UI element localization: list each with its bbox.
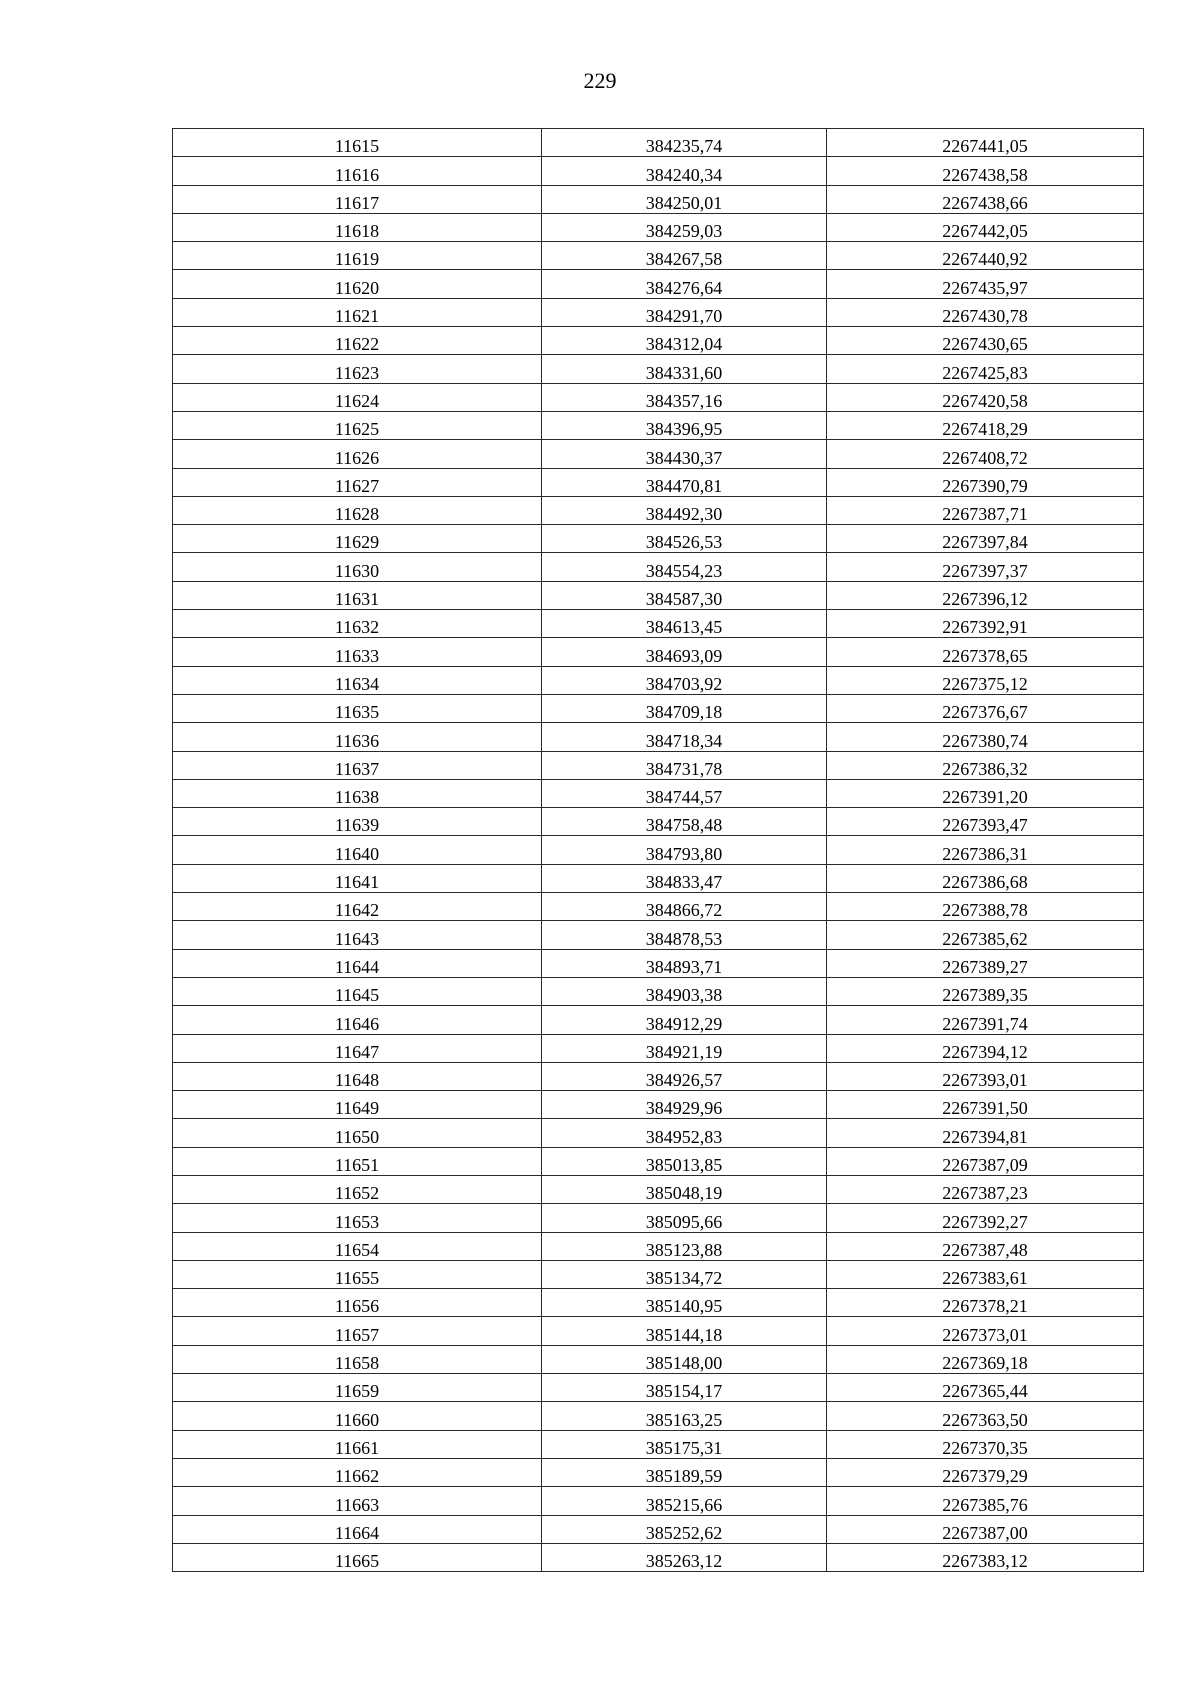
y-coordinate-cell: 2267375,12: [827, 666, 1144, 694]
x-coordinate-cell: 384921,19: [542, 1034, 827, 1062]
point-number-cell: 11624: [173, 383, 542, 411]
x-coordinate-cell: 385144,18: [542, 1317, 827, 1345]
point-number-cell: 11655: [173, 1260, 542, 1288]
point-number-cell: 11662: [173, 1458, 542, 1486]
y-coordinate-cell: 2267396,12: [827, 581, 1144, 609]
table-row: [173, 808, 1144, 836]
table-row: [173, 242, 1144, 270]
y-coordinate-cell: 2267397,84: [827, 525, 1144, 553]
point-number-cell: 11625: [173, 411, 542, 439]
x-coordinate-cell: 385263,12: [542, 1543, 827, 1571]
x-coordinate-cell: 384833,47: [542, 864, 827, 892]
y-coordinate-cell: 2267387,71: [827, 496, 1144, 524]
point-number-cell: 11650: [173, 1119, 542, 1147]
x-coordinate-cell: 384492,30: [542, 496, 827, 524]
point-number-cell: 11665: [173, 1543, 542, 1571]
point-number-cell: 11616: [173, 157, 542, 185]
table-row: [173, 496, 1144, 524]
y-coordinate-cell: 2267365,44: [827, 1374, 1144, 1402]
point-number-cell: 11659: [173, 1374, 542, 1402]
y-coordinate-cell: 2267386,32: [827, 751, 1144, 779]
x-coordinate-cell: 384878,53: [542, 921, 827, 949]
table-row: [173, 1034, 1144, 1062]
table-row: [173, 1175, 1144, 1203]
y-coordinate-cell: 2267397,37: [827, 553, 1144, 581]
table-row: [173, 1260, 1144, 1288]
y-coordinate-cell: 2267393,01: [827, 1062, 1144, 1090]
x-coordinate-cell: 385140,95: [542, 1289, 827, 1317]
x-coordinate-cell: 384235,74: [542, 129, 827, 157]
table-row: [173, 1402, 1144, 1430]
y-coordinate-cell: 2267391,50: [827, 1091, 1144, 1119]
x-coordinate-cell: 384744,57: [542, 779, 827, 807]
point-number-cell: 11629: [173, 525, 542, 553]
table-row: [173, 893, 1144, 921]
y-coordinate-cell: 2267438,58: [827, 157, 1144, 185]
y-coordinate-cell: 2267378,21: [827, 1289, 1144, 1317]
point-number-cell: 11623: [173, 355, 542, 383]
point-number-cell: 11617: [173, 185, 542, 213]
point-number-cell: 11621: [173, 298, 542, 326]
x-coordinate-cell: 385163,25: [542, 1402, 827, 1430]
table-row: [173, 1006, 1144, 1034]
y-coordinate-cell: 2267370,35: [827, 1430, 1144, 1458]
x-coordinate-cell: 384903,38: [542, 977, 827, 1005]
table-row: [173, 610, 1144, 638]
table-row: [173, 779, 1144, 807]
point-number-cell: 11634: [173, 666, 542, 694]
y-coordinate-cell: 2267392,91: [827, 610, 1144, 638]
x-coordinate-cell: 384357,16: [542, 383, 827, 411]
y-coordinate-cell: 2267438,66: [827, 185, 1144, 213]
x-coordinate-cell: 384613,45: [542, 610, 827, 638]
point-number-cell: 11664: [173, 1515, 542, 1543]
y-coordinate-cell: 2267435,97: [827, 270, 1144, 298]
x-coordinate-cell: 384758,48: [542, 808, 827, 836]
y-coordinate-cell: 2267394,12: [827, 1034, 1144, 1062]
y-coordinate-cell: 2267369,18: [827, 1345, 1144, 1373]
x-coordinate-cell: 384396,95: [542, 411, 827, 439]
table-row: [173, 213, 1144, 241]
table-row: [173, 581, 1144, 609]
table-row: [173, 1515, 1144, 1543]
table-row: [173, 525, 1144, 553]
table-row: [173, 1345, 1144, 1373]
y-coordinate-cell: 2267383,61: [827, 1260, 1144, 1288]
point-number-cell: 11626: [173, 440, 542, 468]
x-coordinate-cell: 385154,17: [542, 1374, 827, 1402]
x-coordinate-cell: 384587,30: [542, 581, 827, 609]
table-row: [173, 1487, 1144, 1515]
x-coordinate-cell: 385095,66: [542, 1204, 827, 1232]
point-number-cell: 11658: [173, 1345, 542, 1373]
point-number-cell: 11663: [173, 1487, 542, 1515]
point-number-cell: 11642: [173, 893, 542, 921]
x-coordinate-cell: 384276,64: [542, 270, 827, 298]
table-row: [173, 327, 1144, 355]
point-number-cell: 11636: [173, 723, 542, 751]
table-row: [173, 1374, 1144, 1402]
y-coordinate-cell: 2267386,68: [827, 864, 1144, 892]
table-row: [173, 1147, 1144, 1175]
table-row: [173, 694, 1144, 722]
table-row: [173, 1204, 1144, 1232]
y-coordinate-cell: 2267393,47: [827, 808, 1144, 836]
x-coordinate-cell: 385123,88: [542, 1232, 827, 1260]
table-row: [173, 1289, 1144, 1317]
table-row: [173, 977, 1144, 1005]
x-coordinate-cell: 384554,23: [542, 553, 827, 581]
table-row: [173, 949, 1144, 977]
y-coordinate-cell: 2267425,83: [827, 355, 1144, 383]
point-number-cell: 11635: [173, 694, 542, 722]
table-row: [173, 355, 1144, 383]
point-number-cell: 11645: [173, 977, 542, 1005]
table-row: [173, 836, 1144, 864]
x-coordinate-cell: 384731,78: [542, 751, 827, 779]
table-row: [173, 1317, 1144, 1345]
y-coordinate-cell: 2267379,29: [827, 1458, 1144, 1486]
table-row: [173, 553, 1144, 581]
x-coordinate-cell: 385215,66: [542, 1487, 827, 1515]
point-number-cell: 11652: [173, 1175, 542, 1203]
coordinate-table: [172, 128, 1144, 1572]
y-coordinate-cell: 2267386,31: [827, 836, 1144, 864]
y-coordinate-cell: 2267391,74: [827, 1006, 1144, 1034]
y-coordinate-cell: 2267387,23: [827, 1175, 1144, 1203]
x-coordinate-cell: 385252,62: [542, 1515, 827, 1543]
y-coordinate-cell: 2267420,58: [827, 383, 1144, 411]
table-row: [173, 921, 1144, 949]
x-coordinate-cell: 384526,53: [542, 525, 827, 553]
y-coordinate-cell: 2267380,74: [827, 723, 1144, 751]
table-row: [173, 440, 1144, 468]
table-row: [173, 270, 1144, 298]
y-coordinate-cell: 2267378,65: [827, 638, 1144, 666]
table-row: [173, 1232, 1144, 1260]
point-number-cell: 11654: [173, 1232, 542, 1260]
x-coordinate-cell: 384703,92: [542, 666, 827, 694]
y-coordinate-cell: 2267373,01: [827, 1317, 1144, 1345]
x-coordinate-cell: 384250,01: [542, 185, 827, 213]
y-coordinate-cell: 2267430,78: [827, 298, 1144, 326]
x-coordinate-cell: 385175,31: [542, 1430, 827, 1458]
y-coordinate-cell: 2267392,27: [827, 1204, 1144, 1232]
x-coordinate-cell: 384893,71: [542, 949, 827, 977]
y-coordinate-cell: 2267385,62: [827, 921, 1144, 949]
point-number-cell: 11661: [173, 1430, 542, 1458]
table-row: [173, 1091, 1144, 1119]
point-number-cell: 11627: [173, 468, 542, 496]
x-coordinate-cell: 384267,58: [542, 242, 827, 270]
y-coordinate-cell: 2267441,05: [827, 129, 1144, 157]
table-row: [173, 666, 1144, 694]
table-row: [173, 468, 1144, 496]
table-row: [173, 1458, 1144, 1486]
table-row: [173, 157, 1144, 185]
y-coordinate-cell: 2267440,92: [827, 242, 1144, 270]
table-row: [173, 298, 1144, 326]
table-row: [173, 1543, 1144, 1571]
y-coordinate-cell: 2267387,00: [827, 1515, 1144, 1543]
table-row: [173, 751, 1144, 779]
point-number-cell: 11615: [173, 129, 542, 157]
table-row: [173, 185, 1144, 213]
table-row: [173, 383, 1144, 411]
table-row: [173, 411, 1144, 439]
y-coordinate-cell: 2267385,76: [827, 1487, 1144, 1515]
page-number: 229: [583, 68, 617, 93]
point-number-cell: 11660: [173, 1402, 542, 1430]
point-number-cell: 11637: [173, 751, 542, 779]
y-coordinate-cell: 2267363,50: [827, 1402, 1144, 1430]
table-row: [173, 638, 1144, 666]
y-coordinate-cell: 2267391,20: [827, 779, 1144, 807]
point-number-cell: 11648: [173, 1062, 542, 1090]
y-coordinate-cell: 2267376,67: [827, 694, 1144, 722]
point-number-cell: 11656: [173, 1289, 542, 1317]
x-coordinate-cell: 384952,83: [542, 1119, 827, 1147]
point-number-cell: 11653: [173, 1204, 542, 1232]
x-coordinate-cell: 384718,34: [542, 723, 827, 751]
table-row: [173, 1062, 1144, 1090]
point-number-cell: 11646: [173, 1006, 542, 1034]
point-number-cell: 11644: [173, 949, 542, 977]
point-number-cell: 11628: [173, 496, 542, 524]
point-number-cell: 11622: [173, 327, 542, 355]
point-number-cell: 11649: [173, 1091, 542, 1119]
x-coordinate-cell: 384331,60: [542, 355, 827, 383]
x-coordinate-cell: 385189,59: [542, 1458, 827, 1486]
table-row: [173, 723, 1144, 751]
point-number-cell: 11632: [173, 610, 542, 638]
table-row: [173, 1430, 1144, 1458]
table-body: [173, 129, 1144, 1572]
x-coordinate-cell: 384291,70: [542, 298, 827, 326]
x-coordinate-cell: 384470,81: [542, 468, 827, 496]
point-number-cell: 11618: [173, 213, 542, 241]
x-coordinate-cell: 385134,72: [542, 1260, 827, 1288]
y-coordinate-cell: 2267430,65: [827, 327, 1144, 355]
x-coordinate-cell: 384926,57: [542, 1062, 827, 1090]
point-number-cell: 11643: [173, 921, 542, 949]
x-coordinate-cell: 385013,85: [542, 1147, 827, 1175]
y-coordinate-cell: 2267418,29: [827, 411, 1144, 439]
y-coordinate-cell: 2267387,48: [827, 1232, 1144, 1260]
x-coordinate-cell: 384866,72: [542, 893, 827, 921]
point-number-cell: 11619: [173, 242, 542, 270]
y-coordinate-cell: 2267389,27: [827, 949, 1144, 977]
table-row: [173, 129, 1144, 157]
point-number-cell: 11640: [173, 836, 542, 864]
point-number-cell: 11651: [173, 1147, 542, 1175]
point-number-cell: 11630: [173, 553, 542, 581]
y-coordinate-cell: 2267408,72: [827, 440, 1144, 468]
point-number-cell: 11633: [173, 638, 542, 666]
x-coordinate-cell: 385148,00: [542, 1345, 827, 1373]
point-number-cell: 11638: [173, 779, 542, 807]
y-coordinate-cell: 2267394,81: [827, 1119, 1144, 1147]
x-coordinate-cell: 384693,09: [542, 638, 827, 666]
point-number-cell: 11639: [173, 808, 542, 836]
point-number-cell: 11641: [173, 864, 542, 892]
y-coordinate-cell: 2267389,35: [827, 977, 1144, 1005]
table-row: [173, 1119, 1144, 1147]
x-coordinate-cell: 384312,04: [542, 327, 827, 355]
y-coordinate-cell: 2267387,09: [827, 1147, 1144, 1175]
x-coordinate-cell: 384259,03: [542, 213, 827, 241]
point-number-cell: 11620: [173, 270, 542, 298]
point-number-cell: 11631: [173, 581, 542, 609]
x-coordinate-cell: 384240,34: [542, 157, 827, 185]
y-coordinate-cell: 2267390,79: [827, 468, 1144, 496]
x-coordinate-cell: 384912,29: [542, 1006, 827, 1034]
point-number-cell: 11647: [173, 1034, 542, 1062]
point-number-cell: 11657: [173, 1317, 542, 1345]
table-row: [173, 864, 1144, 892]
x-coordinate-cell: 385048,19: [542, 1175, 827, 1203]
x-coordinate-cell: 384793,80: [542, 836, 827, 864]
x-coordinate-cell: 384709,18: [542, 694, 827, 722]
x-coordinate-cell: 384929,96: [542, 1091, 827, 1119]
y-coordinate-cell: 2267442,05: [827, 213, 1144, 241]
y-coordinate-cell: 2267383,12: [827, 1543, 1144, 1571]
y-coordinate-cell: 2267388,78: [827, 893, 1144, 921]
x-coordinate-cell: 384430,37: [542, 440, 827, 468]
